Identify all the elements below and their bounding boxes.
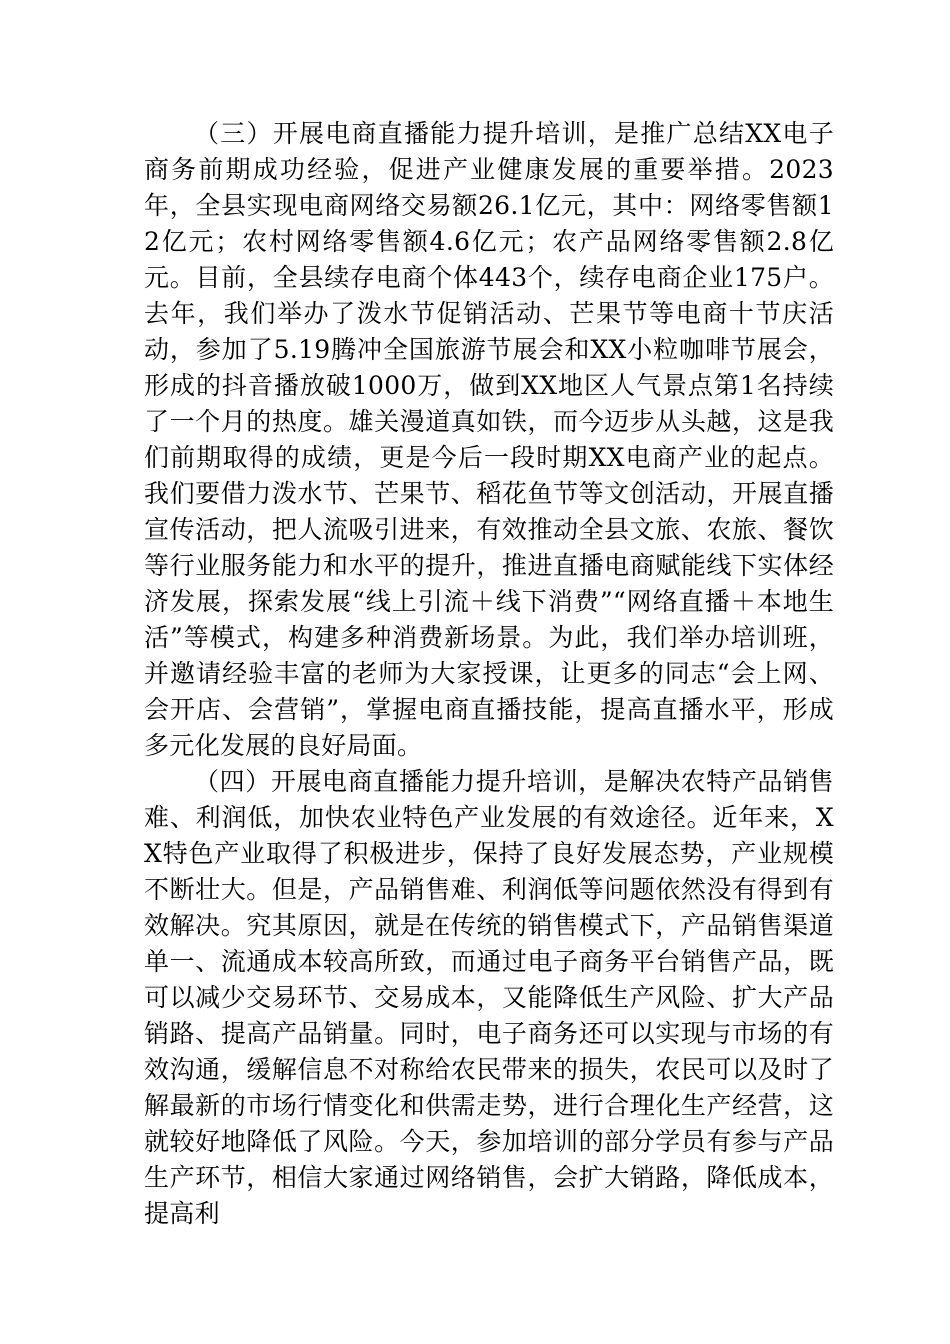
document-body bbox=[144, 116, 834, 1232]
paragraph-section-four: （四）开展电商直播能力提升培训，是解决农特产品销售难、利润低，加快农业特色产业发展的有效途径。近年来，XX特色产业取得了积极进步，保持了良好发展态势，产业规模不断壮大。但是，产品销售难、利润低等问题依然没有得到有效解决。究其原因，就是在传统的销售模式下，产品销售渠道单一、流通成本较高所致，而通过电子商务平台销售产品，既可以减少交易环节、交易成本，又能降低生产风险、扩大产品销路、提高产品销量。同时，电子商务还可以实现与市场的有效沟通，缓解信息不对称给农民带来的损失，农民可以及时了解最新的市场行情变化和供需走势，进行合理化生产经营，这就较好地降低了风险。今天，参加培训的部分学员有参与产品生产环节，相信大家通过网络销售，会扩大销路，降低成本，提高利 bbox=[144, 767, 834, 1228]
paragraph-section-three: （三）开展电商直播能力提升培训，是推广总结XX电子商务前期成功经验，促进产业健康发展的重要举措。2023年，全县实现电商网络交易额26.1亿元，其中：网络零售额12亿元；农村网络零售额4.6亿元；农产品网络零售额2.8亿元。目前，全县续存电商个体443个，续存电商企业175户。去年，我们举办了泼水节促销活动、芒果节等电商十节庆活动，参加了5.19腾冲全国旅游节展会和XX小粒咖啡节展会，形成的抖音播放破1000万，做到XX地区人气景点第1名持续了一个月的热度。雄关漫道真如铁，而今迈步从头越，这是我们前期取得的成绩，更是今后一段时期XX电商产业的起点。我们要借力泼水节、芒果节、稻花鱼节等文创活动，开展直播宣传活动，把人流吸引进来，有效推动全县文旅、农旅、餐饮等行业服务能力和水平的提升，推进直播电商赋能线下实体经济发展，探索发展“线上引流＋线下消费”“网络直播＋本地生活”等模式，构建多种消费新场景。为此，我们举办培训班，并邀请经验丰富的老师为大家授课，让更多的同志“会上网、会开店、会营销”，掌握电商直播技能，提高直播水平，形成多元化发展的良好局面。 bbox=[144, 119, 834, 760]
